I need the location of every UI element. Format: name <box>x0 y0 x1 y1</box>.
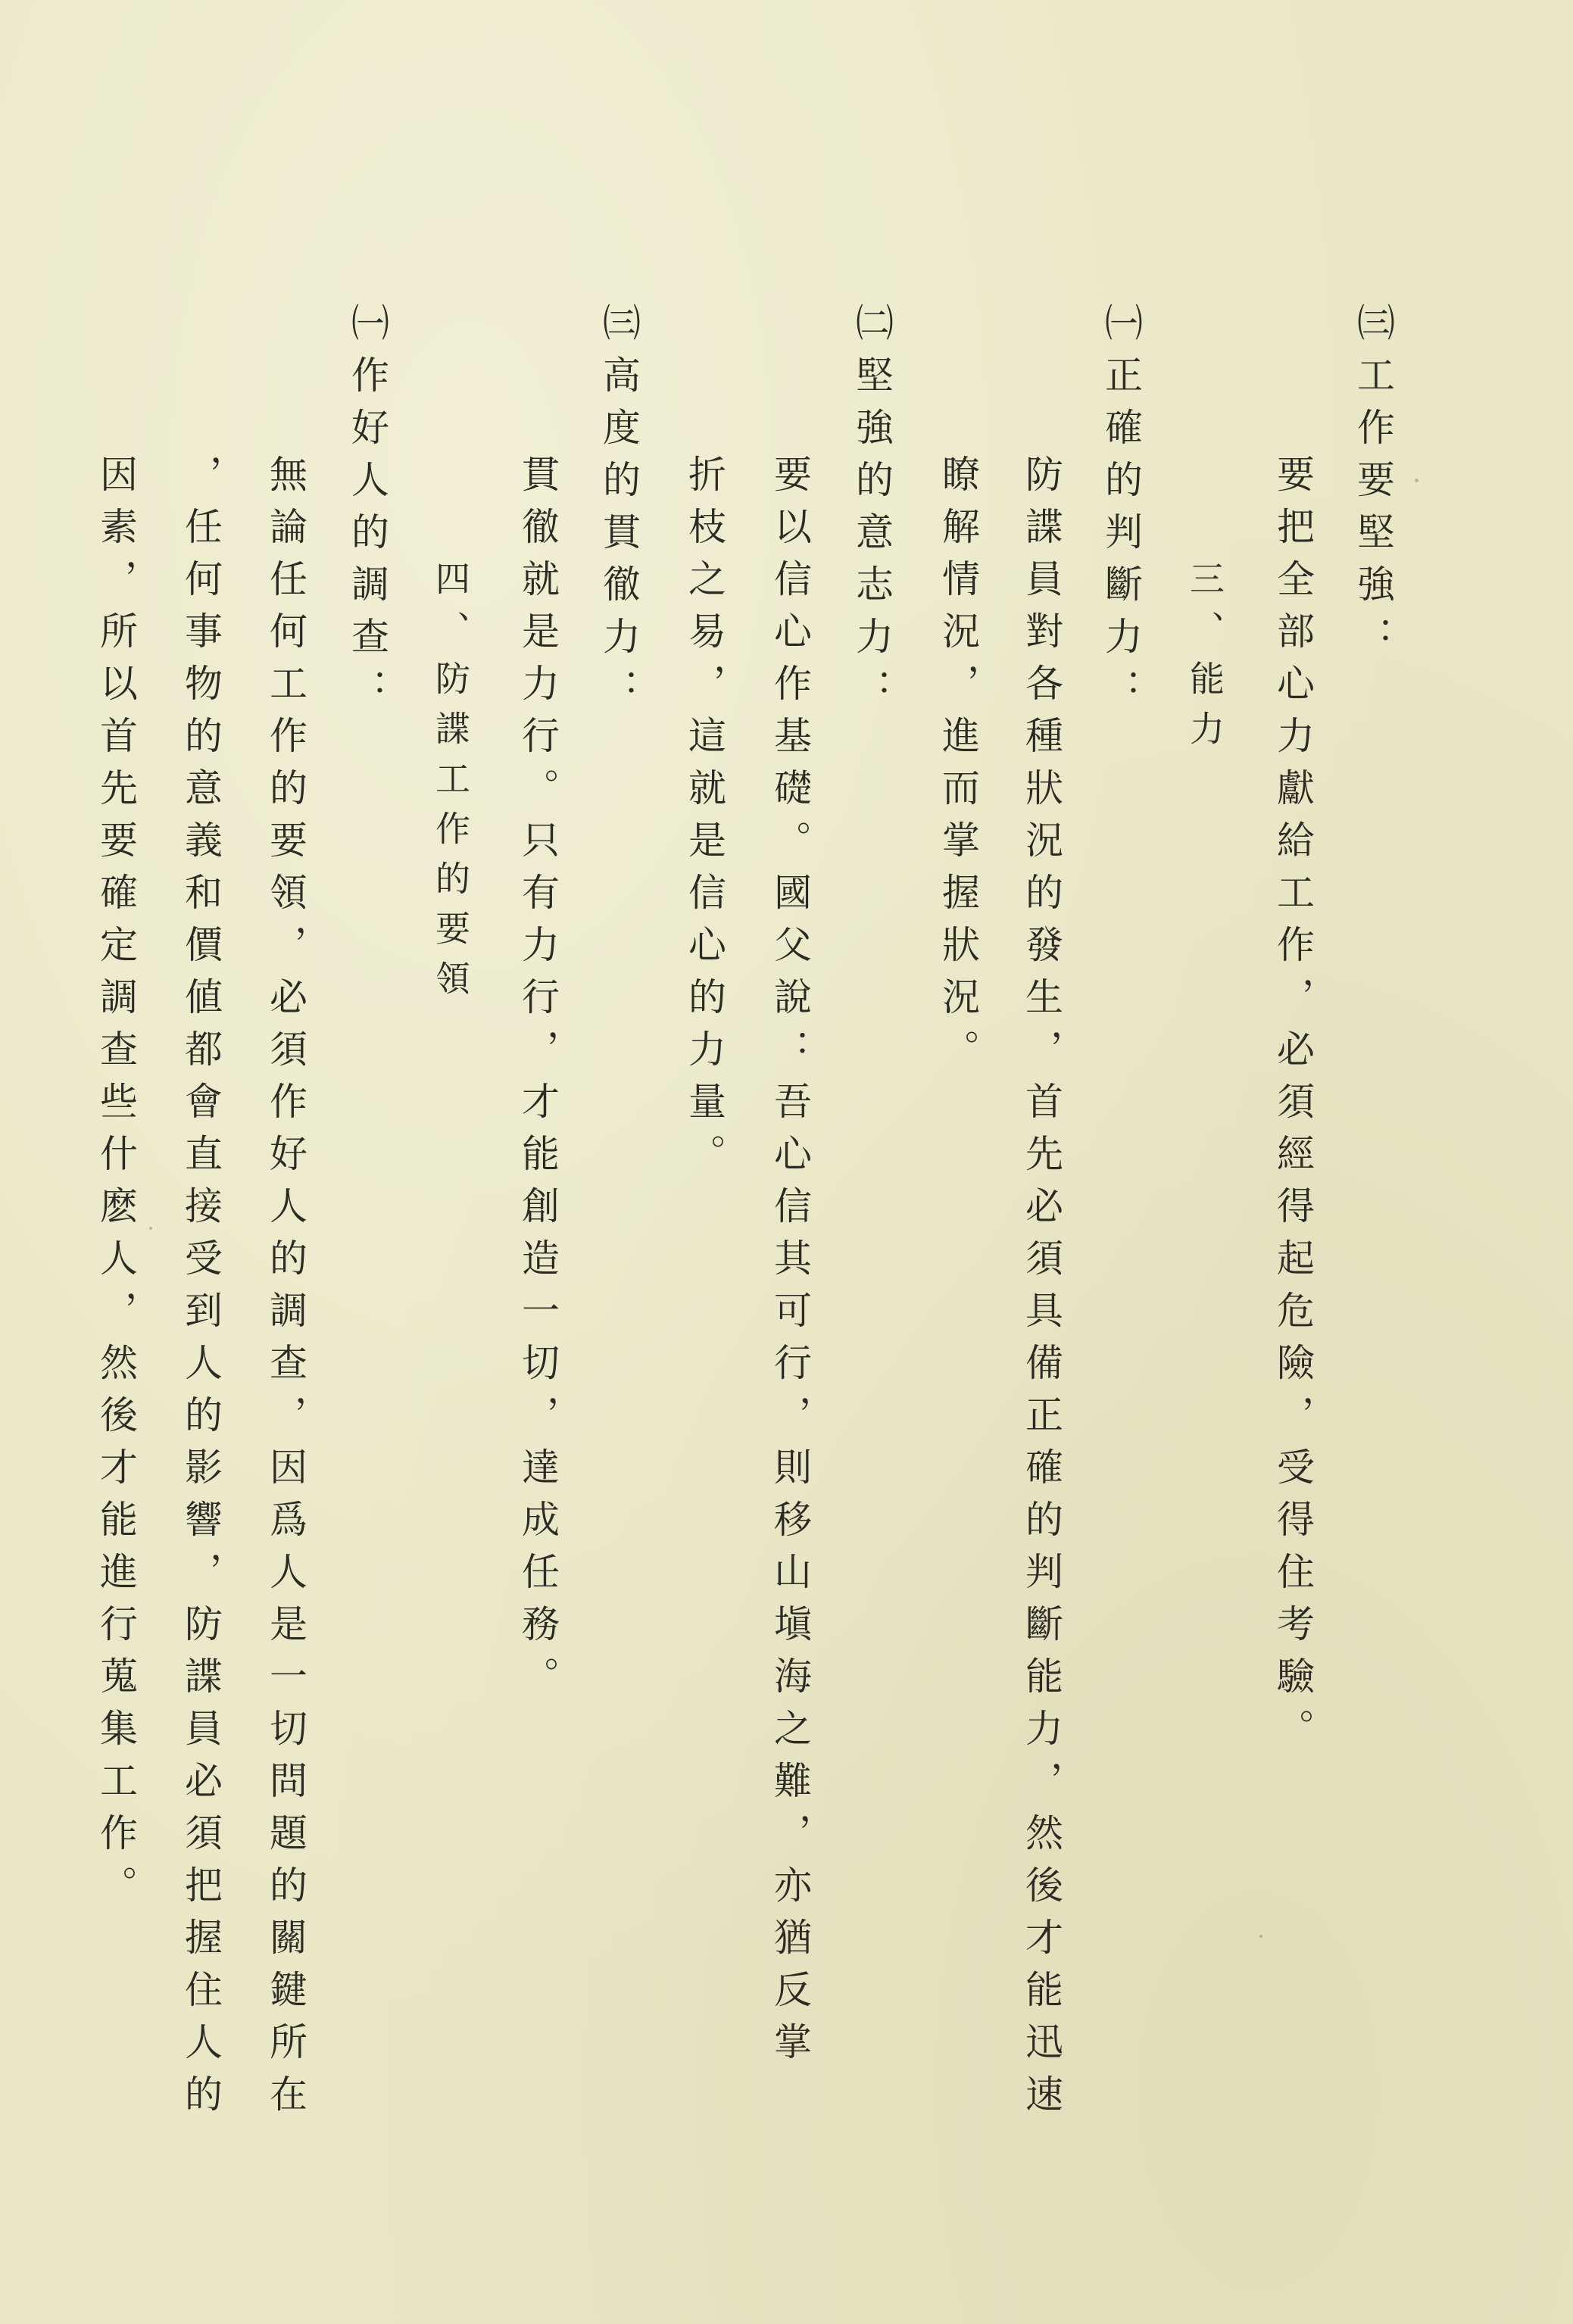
paragraph-execution: 貫徹就是力行。只有力行，才能創造一切，達成任務。 <box>516 454 560 1708</box>
paragraph-work-firm: 要把全部心力獻給工作，必須經得起危險，受得住考驗。 <box>1271 454 1315 1761</box>
paragraph-investigation-line-3: 因素，所以首先要確定調查些什麽人，然後才能進行蒐集工作。 <box>94 454 138 1917</box>
paper-speck <box>1415 479 1419 482</box>
section-heading-ability: 三、能力 <box>1184 560 1225 760</box>
section-heading-essentials: 四、防諜工作的要領 <box>430 560 471 1010</box>
heading-execution: ㈢高度的貫徹力： <box>597 303 641 721</box>
paragraph-judgment-line-1: 防諜員對各種狀況的發生，首先必須具備正確的判斷能力，然後才能迅速 <box>1019 454 1063 2126</box>
paragraph-willpower-line-1: 要以信心作基礎。國父說：吾心信其可行，則移山塡海之難，亦猶反掌 <box>768 454 812 2074</box>
paragraph-judgment-line-2: 瞭解情況，進而掌握狀況。 <box>936 454 980 1081</box>
paragraph-willpower-line-2: 折枝之易，這就是信心的力量。 <box>682 454 726 1186</box>
heading-judgment: ㈠正確的判斷力： <box>1099 303 1143 721</box>
heading-willpower: ㈡堅強的意志力： <box>850 303 894 721</box>
paper-speck <box>149 1227 152 1230</box>
paragraph-investigation-line-2: ，任何事物的意義和價値都會直接受到人的影響，防諜員必須把握住人的 <box>179 454 223 2126</box>
heading-work-firm: ㈢工作要堅強： <box>1351 303 1395 669</box>
heading-personnel-investigation: ㈠作好人的調查： <box>345 303 389 721</box>
paragraph-investigation-line-1: 無論任何工作的要領，必須作好人的調查，因爲人是一切問題的關鍵所在 <box>264 454 307 2126</box>
paper-speck <box>1259 1935 1262 1938</box>
